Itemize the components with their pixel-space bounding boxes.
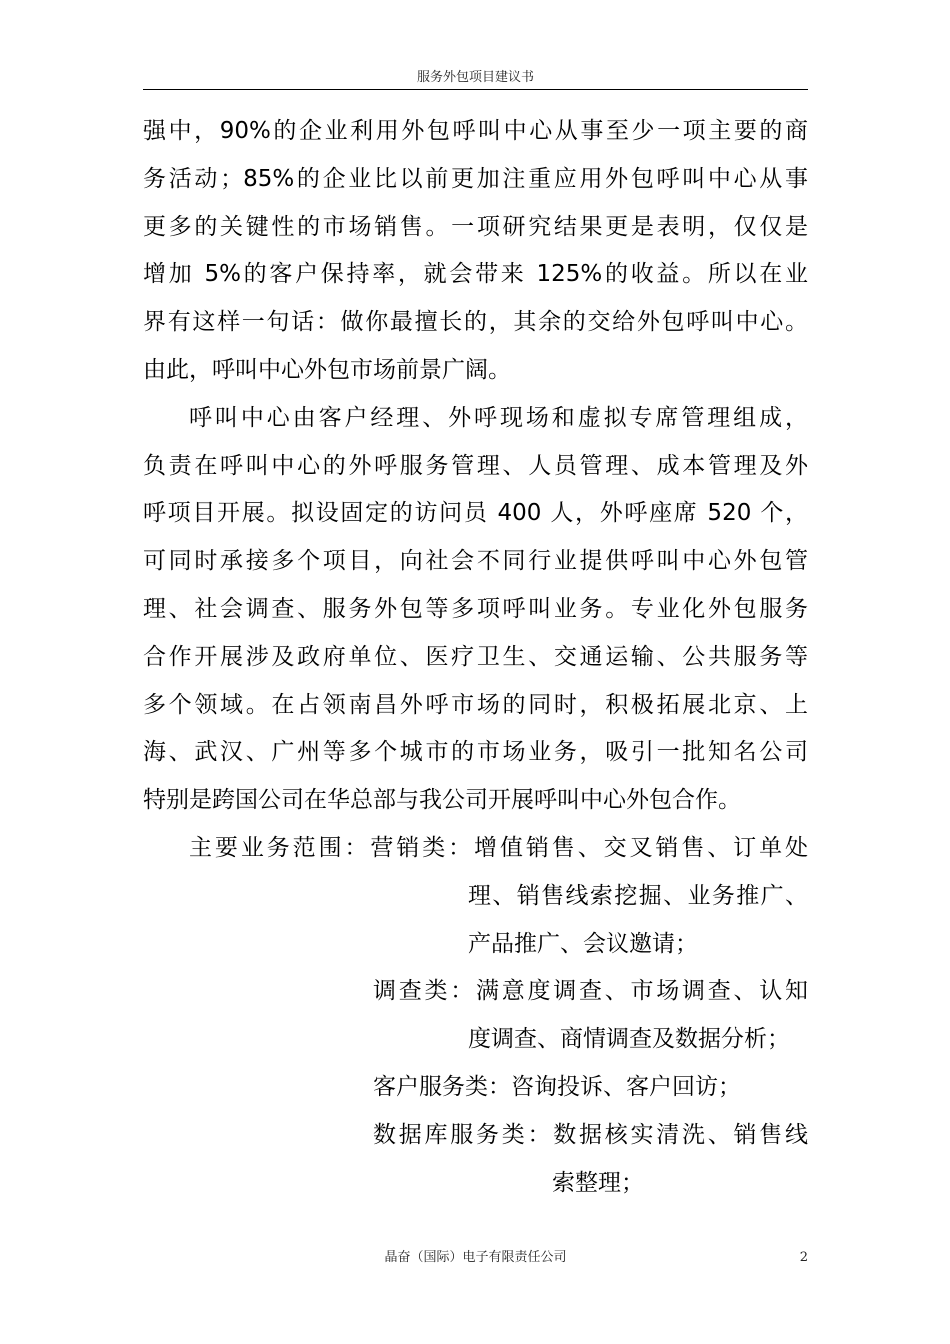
- scope-line-marketing-cont: 产品推广、会议邀请；: [468, 930, 698, 957]
- text-line: 合作开展涉及政府单位、医疗卫生、交通运输、公共服务等: [143, 643, 808, 670]
- text-line: 强中，90%的企业利用外包呼叫中心从事至少一项主要的商: [143, 118, 808, 144]
- text-line: 增加 5%的客户保持率，就会带来 125%的收益。所以在业: [143, 261, 808, 288]
- scope-line-database: 数据库服务类：数据核实清洗、销售线: [373, 1121, 808, 1148]
- scope-line-customer-service: 客户服务类：咨询投诉、客户回访；: [373, 1073, 741, 1100]
- page-number: 2: [799, 1250, 808, 1265]
- footer-company-name: 晶奋（国际）电子有限责任公司: [384, 1250, 567, 1265]
- header-divider: [143, 89, 808, 90]
- text-line: 特别是跨国公司在华总部与我公司开展呼叫中心外包合作。: [143, 787, 741, 814]
- text-line: 海、武汉、广州等多个城市的市场业务，吸引一批知名公司: [143, 739, 808, 766]
- scope-line-survey-cont: 度调查、商情调查及数据分析；: [468, 1026, 790, 1053]
- text-line: 多个领域。在占领南昌外呼市场的同时，积极拓展北京、上: [143, 691, 808, 718]
- page-header-title: 服务外包项目建议书: [416, 70, 534, 85]
- scope-line-marketing-cont: 理、销售线索挖掘、业务推广、: [468, 882, 808, 909]
- document-body: [143, 108, 808, 1207]
- text-line: 呼项目开展。拟设固定的访问员 400 人，外呼座席 520 个，: [143, 500, 808, 527]
- paragraph-market-outlook: [143, 108, 808, 395]
- scope-line-database-cont: 索整理；: [552, 1169, 644, 1196]
- text-line: 界有这样一句话：做你最擅长的，其余的交给外包呼叫中心。: [143, 309, 808, 336]
- text-line: 负责在呼叫中心的外呼服务管理、人员管理、成本管理及外: [143, 452, 808, 479]
- text-line: 由此，呼叫中心外包市场前景广阔。: [143, 356, 511, 383]
- text-line: 理、社会调查、服务外包等多项呼叫业务。专业化外包服务: [143, 595, 808, 622]
- text-line: 可同时承接多个项目，向社会不同行业提供呼叫中心外包管: [143, 548, 808, 575]
- text-line: 呼叫中心由客户经理、外呼现场和虚拟专席管理组成，: [189, 404, 808, 431]
- text-line: 更多的关键性的市场销售。一项研究结果更是表明，仅仅是: [143, 213, 808, 240]
- business-scope-list: [143, 825, 808, 1207]
- paragraph-call-center-organization: [143, 395, 808, 825]
- text-line: 务活动；85%的企业比以前更加注重应用外包呼叫中心从事: [143, 165, 808, 192]
- scope-line-marketing: 主要业务范围：营销类：增值销售、交叉销售、订单处: [189, 834, 808, 861]
- scope-line-survey: 调查类：满意度调查、市场调查、认知: [373, 978, 808, 1005]
